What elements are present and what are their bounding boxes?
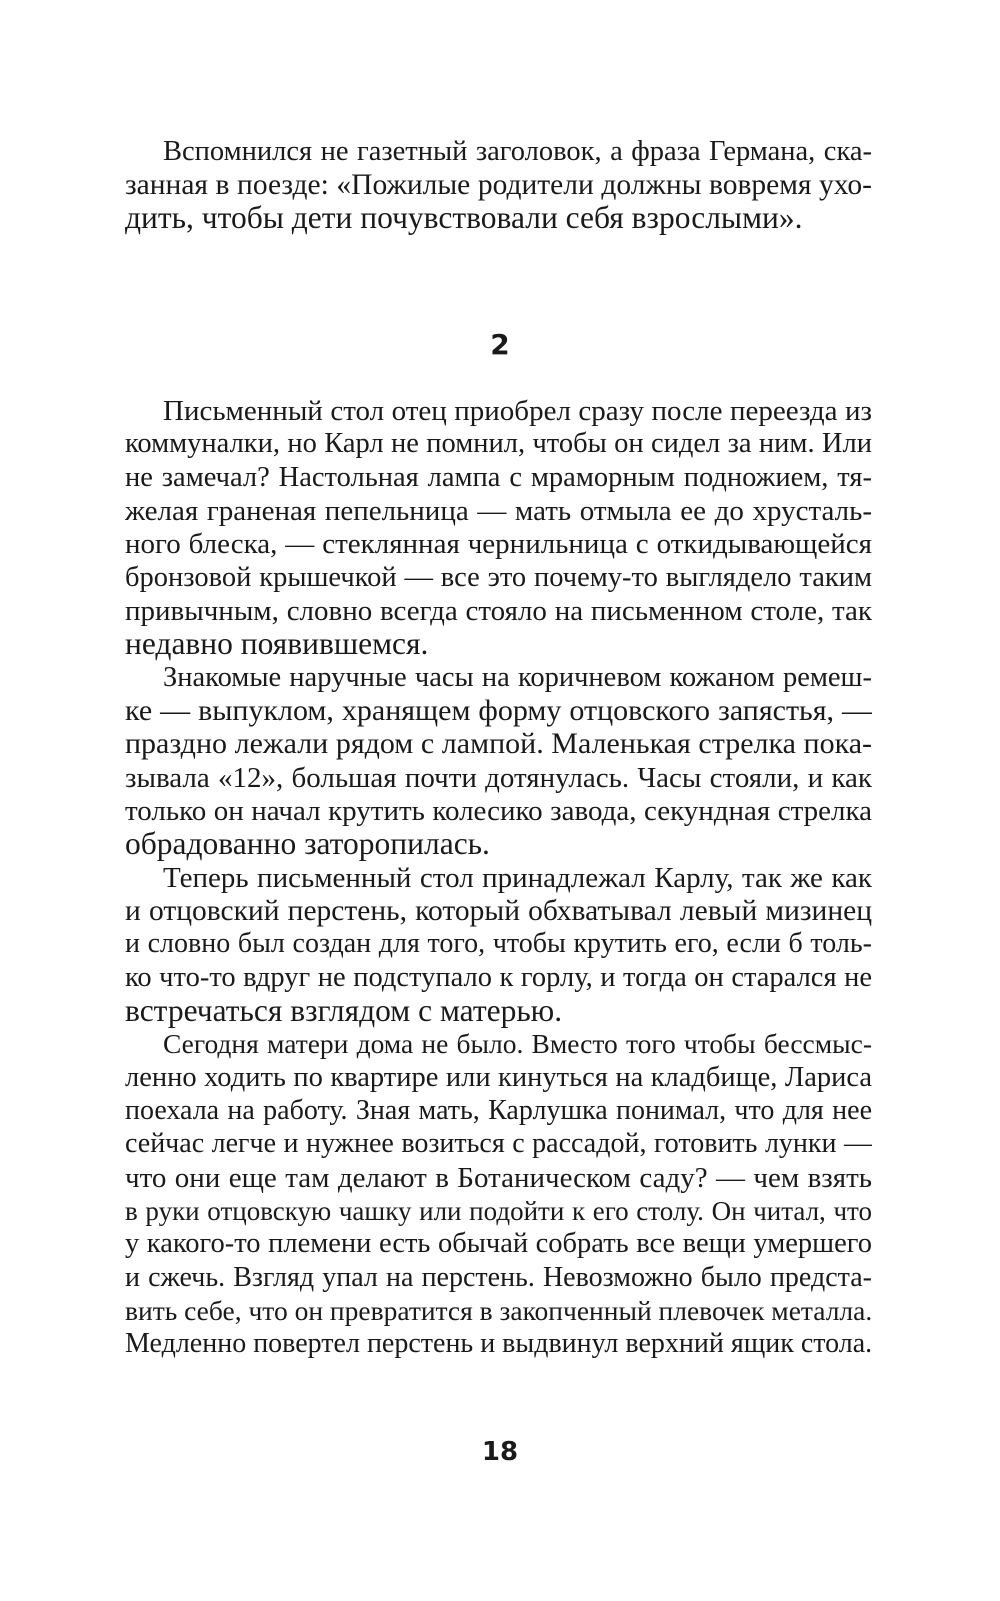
text-line: Медленно повертел перстень и выдвинул верхний ящик стола. (125, 1328, 872, 1359)
text-line: бронзовой крышечкой — все это почему-то выглядело таким (125, 562, 872, 593)
text-line: ленно ходить по квартире или кинуться на кладбище, Лариса (125, 1062, 872, 1093)
text-line: Вспомнился не газетный заголовок, а фраза Германа, ска- (163, 136, 872, 167)
text-line: желая граненая пепельница — мать отмыла ее до хрусталь- (125, 495, 872, 527)
text-line: поехала на работу. Зная мать, Карлушка понимал, что для нее (125, 1095, 872, 1126)
text-line: Знакомые наручные часы на коричневом кожаном ремеш- (163, 662, 872, 693)
text-line: Письменный стол отец приобрел сразу после переезда из (163, 395, 872, 427)
chapter-number: 2 (490, 328, 510, 361)
text-line: у какого-то племени есть обычай собрать все вещи умершего (125, 1228, 872, 1259)
text-line: занная в поезде: «Пожилые родители должны вовремя ухо- (125, 169, 872, 201)
text-line: зывала «12», большая почти дотянулась. Часы стояли, и как (125, 762, 872, 794)
text-line: только он начал крутить колесико завода, секундная стрелка (125, 795, 872, 827)
text-line: и сжечь. Взгляд упал на перстень. Невозможно было предста- (125, 1262, 872, 1293)
text-line: что они еще там делают в Ботаническом саду? — чем взять (125, 1162, 872, 1194)
text-line: праздно лежали рядом с лампой. Маленькая стрелка пока- (125, 727, 872, 760)
text-line: в руки отцовскую чашку или подойти к его столу. Он читал, что (125, 1196, 872, 1226)
text-line: Теперь письменный стол принадлежал Карлу, так же как (163, 862, 872, 894)
text-line: коммуналки, но Карл не помнил, чтобы он сидел за ним. Или (125, 428, 872, 459)
text-line: привычным, словно всегда стояло на письменном столе, так (125, 595, 872, 627)
text-line: Сегодня матери дома не было. Вместо того чтобы бессмыс- (163, 1028, 872, 1059)
text-line: ко что-то вдруг не подступало к горлу, и тогда он старался не (125, 962, 872, 993)
page-number: 18 (481, 1437, 519, 1467)
text-line: сейчас легче и нужнее возиться с рассадой, готовить лунки — (125, 1128, 872, 1159)
text-line: ного блеска, — стеклянная чернильница с откидывающейся (125, 528, 872, 560)
text-line: и отцовский перстень, который обхватывал левый мизинец (125, 895, 872, 927)
text-line: обрадованно заторопилась. (125, 826, 490, 861)
text-line: ке — выпуклом, хранящем форму отцовского запястья, — (125, 694, 872, 727)
text-line: и словно был создан для того, чтобы крутить его, если б толь- (125, 928, 872, 959)
text-line: встречаться взглядом с матерью. (125, 993, 563, 1028)
text-line: недавно появившемся. (125, 626, 429, 661)
text-line: вить себе, что он превратится в закопченный плевочек металла. (125, 1295, 872, 1326)
text-line: не замечал? Настольная лампа с мраморным подножием, тя- (125, 462, 872, 493)
text-line: дить, чтобы дети почувствовали себя взрослыми». (125, 200, 803, 235)
